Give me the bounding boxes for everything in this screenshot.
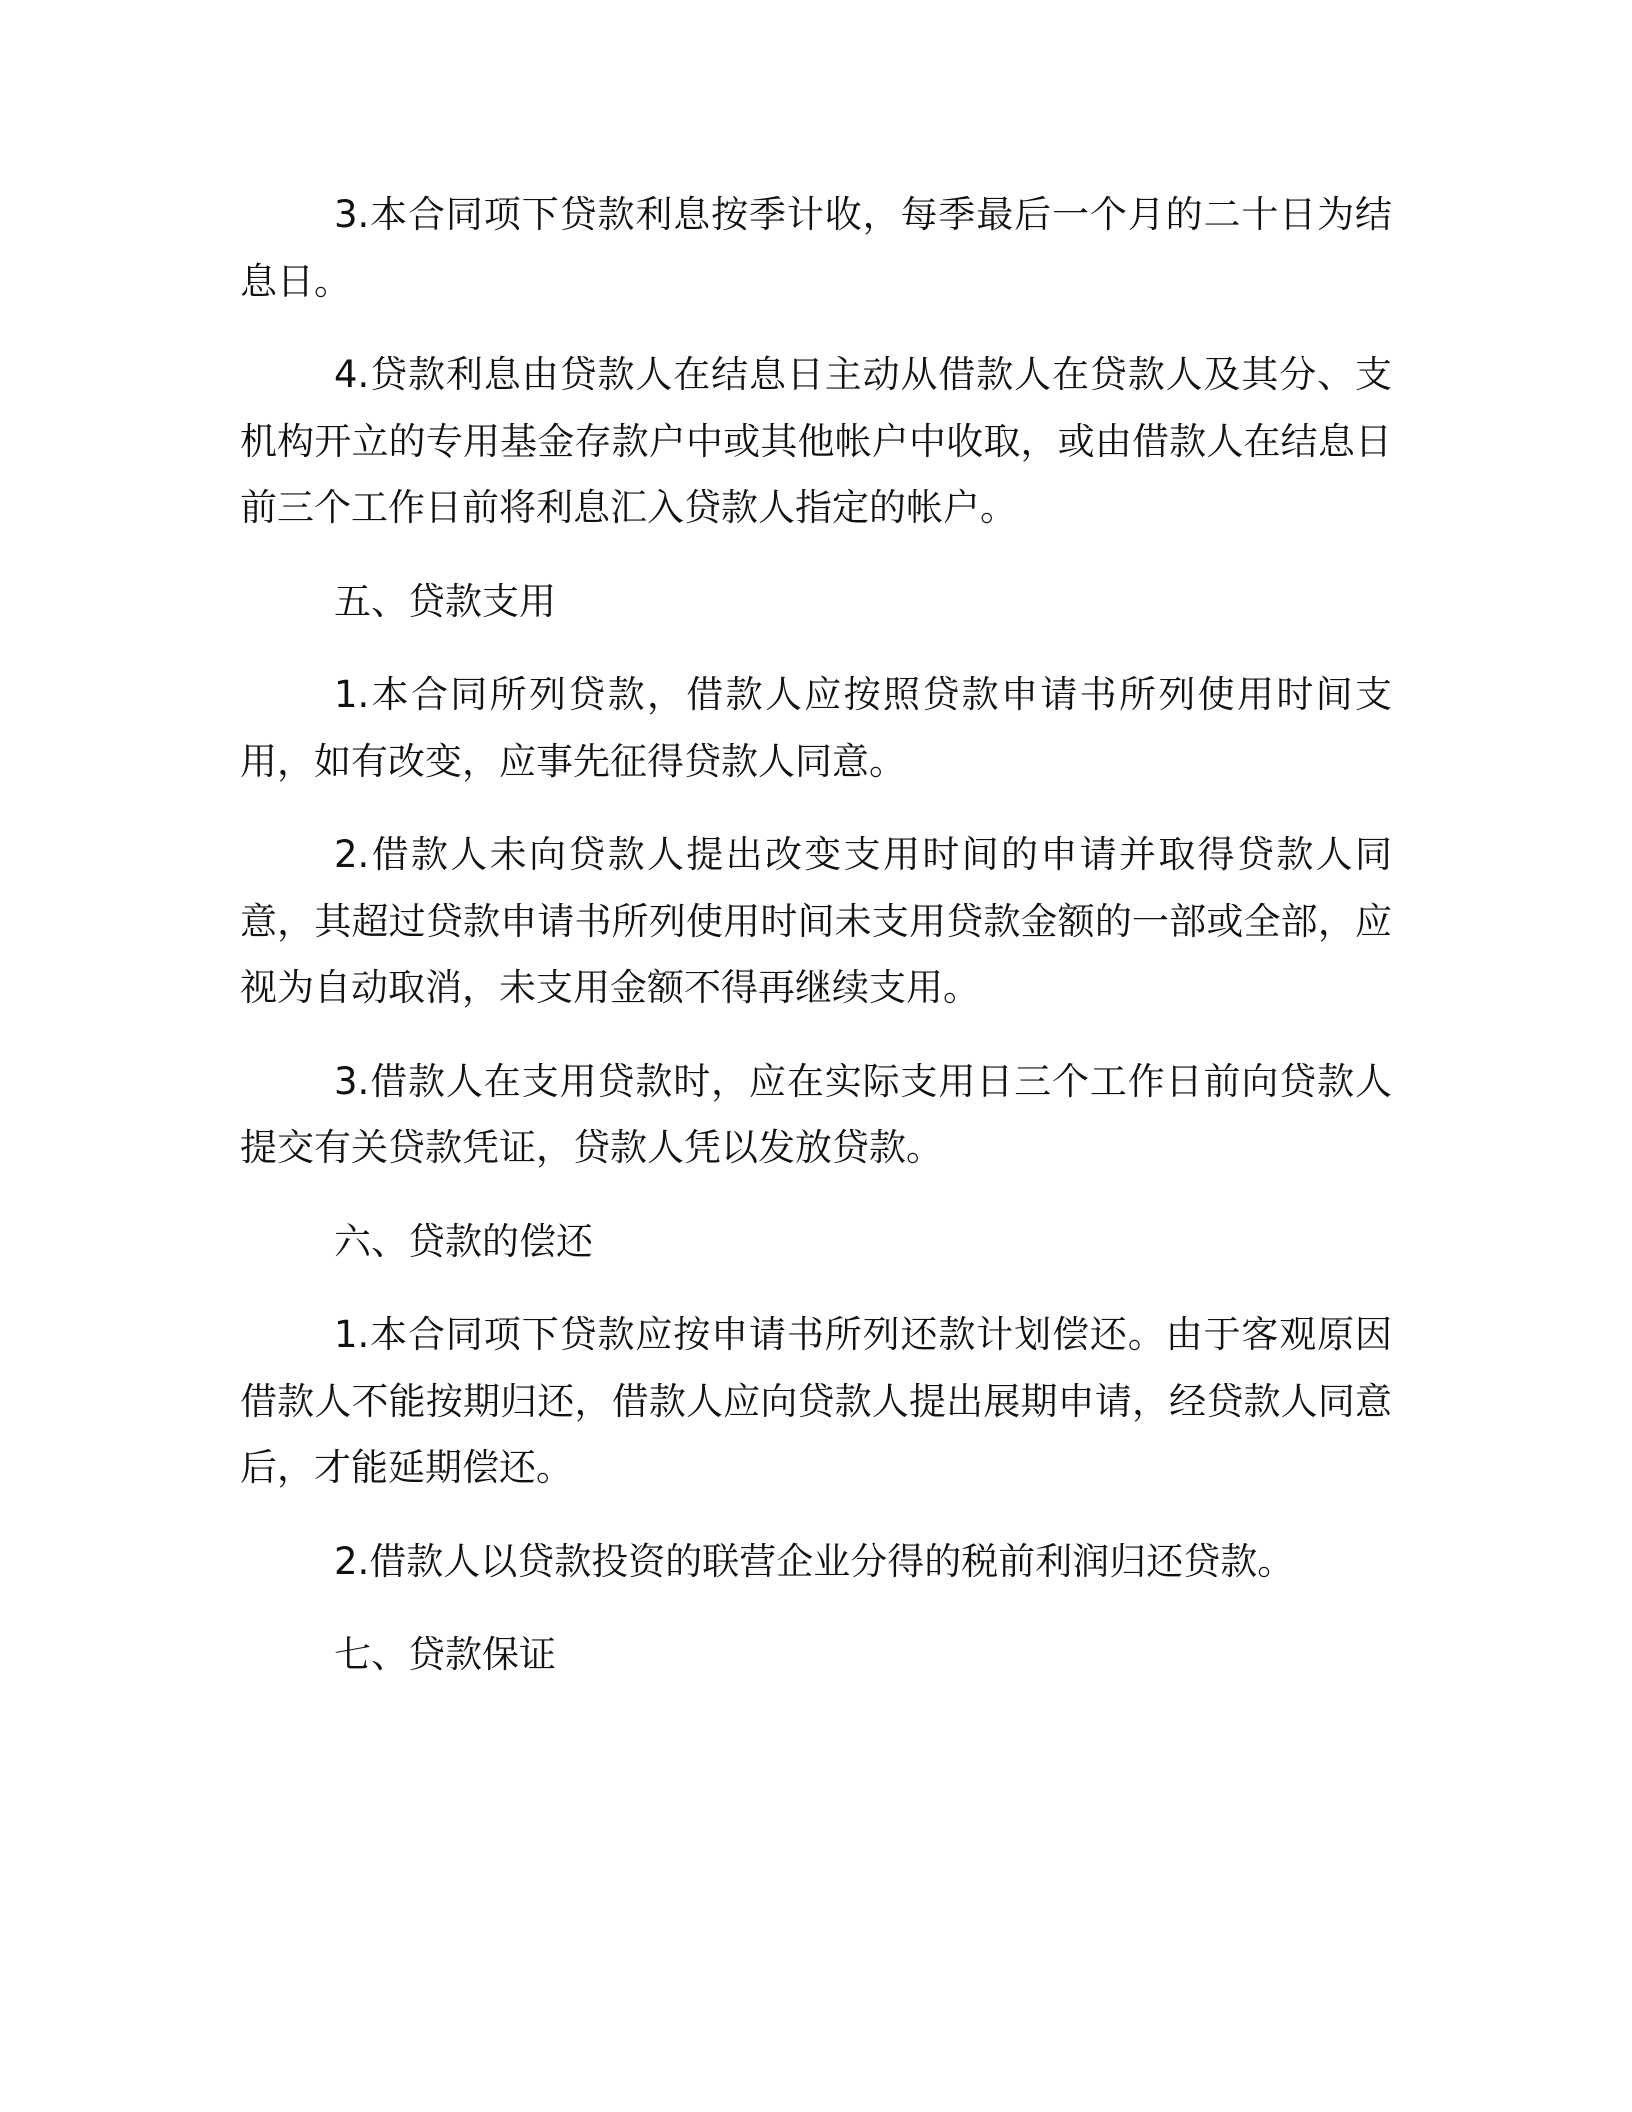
paragraph-interest-settlement: 3.本合同项下贷款利息按季计收，每季最后一个月的二十日为结息日。 <box>240 193 1392 303</box>
section-heading-loan-guarantee: 七、贷款保证 <box>334 1633 556 1676</box>
section-heading-loan-repayment: 六、贷款的偿还 <box>334 1219 593 1263</box>
paragraph-drawdown-schedule: 1.本合同所列贷款，借款人应按照贷款申请书所列使用时间支用，如有改变，应事先征得贷款人同意。 <box>240 673 1392 783</box>
section-heading-loan-drawdown: 五、贷款支用 <box>334 579 556 623</box>
paragraph-drawdown-cancellation: 2.借款人未向贷款人提出改变支用时间的申请并取得贷款人同意，其超过贷款申请书所列使用时间未支用贷款金额的一部或全部，应视为自动取消，未支用金额不得再继续支用。 <box>240 833 1392 1009</box>
document-body <box>240 182 1392 1716</box>
paragraph-interest-collection: 4.贷款利息由贷款人在结息日主动从借款人在贷款人及其分、支机构开立的专用基金存款户中或其他帐户中收取，或由借款人在结息日前三个工作日前将利息汇入贷款人指定的帐户。 <box>240 353 1392 529</box>
paragraph-repayment-source: 2.借款人以贷款投资的联营企业分得的税前利润归还贷款。 <box>334 1539 1295 1583</box>
paragraph-drawdown-vouchers: 3.借款人在支用贷款时，应在实际支用日三个工作日前向贷款人提交有关贷款凭证，贷款人凭以发放贷款。 <box>240 1059 1392 1169</box>
paragraph-repayment-plan: 1.本合同项下贷款应按申请书所列还款计划偿还。由于客观原因借款人不能按期归还，借款人应向贷款人提出展期申请，经贷款人同意后，才能延期偿还。 <box>240 1313 1392 1489</box>
